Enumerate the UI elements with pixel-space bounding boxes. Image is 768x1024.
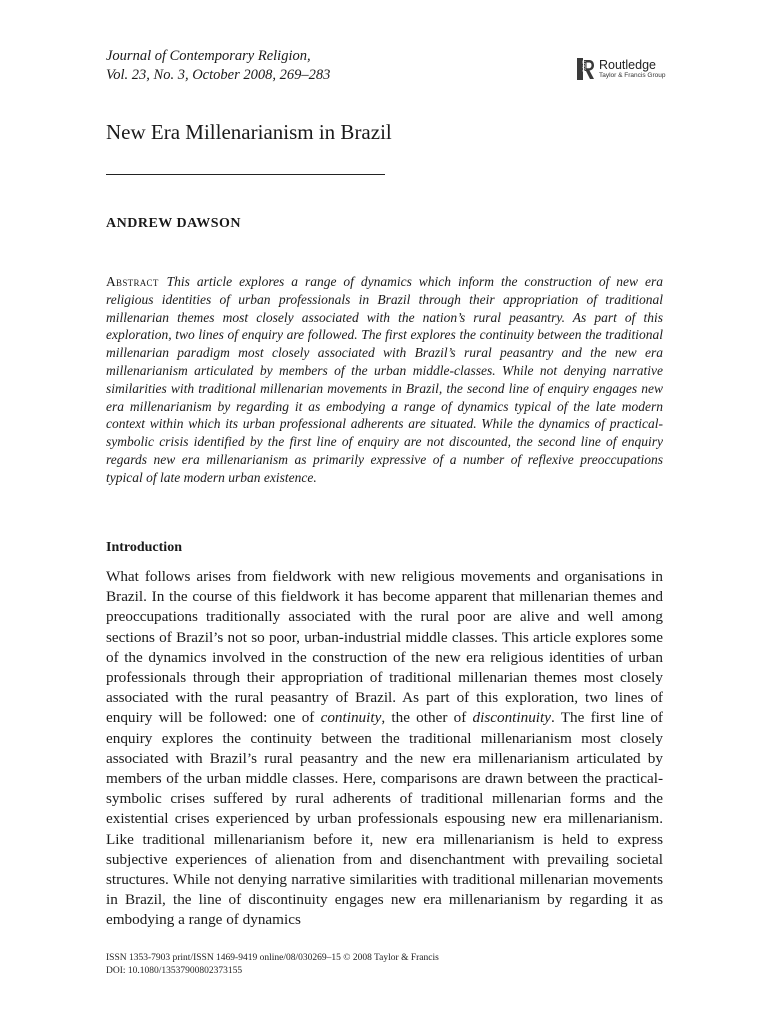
title-divider bbox=[106, 174, 385, 175]
emphasis-discontinuity: discontinuity bbox=[472, 709, 551, 727]
section-heading-introduction: Introduction bbox=[106, 540, 182, 555]
issn-copyright: ISSN 1353-7903 print/ISSN 1469-9419 online/08/030269–15 © 2008 Taylor & Francis bbox=[106, 953, 439, 963]
introduction-text-part3: . The first line of enquiry explores the continuity between the traditional millenarianism most closely associated with Brazil’s rural peasantry and the new era millenarianism articulated by members of the urban middle classes. Here, comparisons are drawn between the practical-symbolic crises suffered by rural adherents of traditional millenarian forms and the existential crises experienced by urban professionals espousing new era millenarianism. Like traditional millenarianism before it, new era millenarianism is held to express subjective experiences of alienation from and disenchantment with prevailing societal structures. While not denying narrative similarities with traditional millenarian movements in Brazil, the line of discontinuity engages new era millenarianism by regarding it as embodying a range of dynamics bbox=[106, 709, 663, 929]
abstract-label: Abstract bbox=[106, 274, 159, 289]
introduction-text-part1: What follows arises from fieldwork with new religious movements and organisations in Brazil. In the course of this fieldwork it has become apparent that millenarian themes and preoccupations traditionally associated with the rural poor are alive and well among sections of Brazil’s not so poor, urban-industrial middle classes. This article explores some of the dynamics involved in the construction of the new era religious identities of urban professionals through their appropriation of traditional millenarian themes most closely associated with the rural peasantry of Brazil. As part of this exploration, two lines of enquiry will be followed: one of bbox=[106, 568, 663, 727]
svg-text:ROUT: ROUT bbox=[582, 60, 587, 72]
journal-name: Journal of Contemporary Religion, bbox=[106, 48, 311, 64]
page-footer bbox=[106, 952, 439, 978]
publisher-group: Taylor & Francis Group bbox=[599, 71, 666, 79]
article-title: New Era Millenarianism in Brazil bbox=[106, 120, 392, 144]
abstract-text: This article explores a range of dynamics which inform the construction of new era religious identities of urban professionals in Brazil through their appropriation of traditional millenarian themes most closely associated with the nation’s rural peasantry. As part of this exploration, two lines of enquiry are followed. The first explores the continuity between the traditional millenarian paradigm most closely associated with Brazil’s rural peasantry and the new era millenarianism articulated by members of the urban middle-classes. While not denying narrative similarities with traditional millenarian movements in Brazil, the second line of enquiry engages new era millenarianism by regarding it as embodying a range of dynamics typical of the late modern context within which its urban professional adherents are situated. While the dynamics of practical-symbolic crisis identified by the first line of enquiry are not discounted, the second line of enquiry regards new era millenarianism as primarily expressive of a number of reflexive preoccupations typical of late modern urban existence. bbox=[106, 274, 663, 485]
introduction-text-part2: , the other of bbox=[381, 709, 473, 727]
abstract bbox=[106, 273, 663, 487]
publisher-name: Routledge bbox=[599, 58, 656, 72]
doi: DOI: 10.1080/13537900802373155 bbox=[106, 966, 243, 976]
routledge-r-logo-icon bbox=[577, 58, 595, 80]
publisher-logo bbox=[577, 58, 665, 80]
author-name: ANDREW DAWSON bbox=[106, 216, 241, 231]
emphasis-continuity: continuity bbox=[320, 709, 382, 727]
introduction-paragraph bbox=[106, 567, 663, 931]
journal-volume-info: Vol. 23, No. 3, October 2008, 269–283 bbox=[106, 67, 331, 83]
journal-citation bbox=[106, 47, 330, 85]
